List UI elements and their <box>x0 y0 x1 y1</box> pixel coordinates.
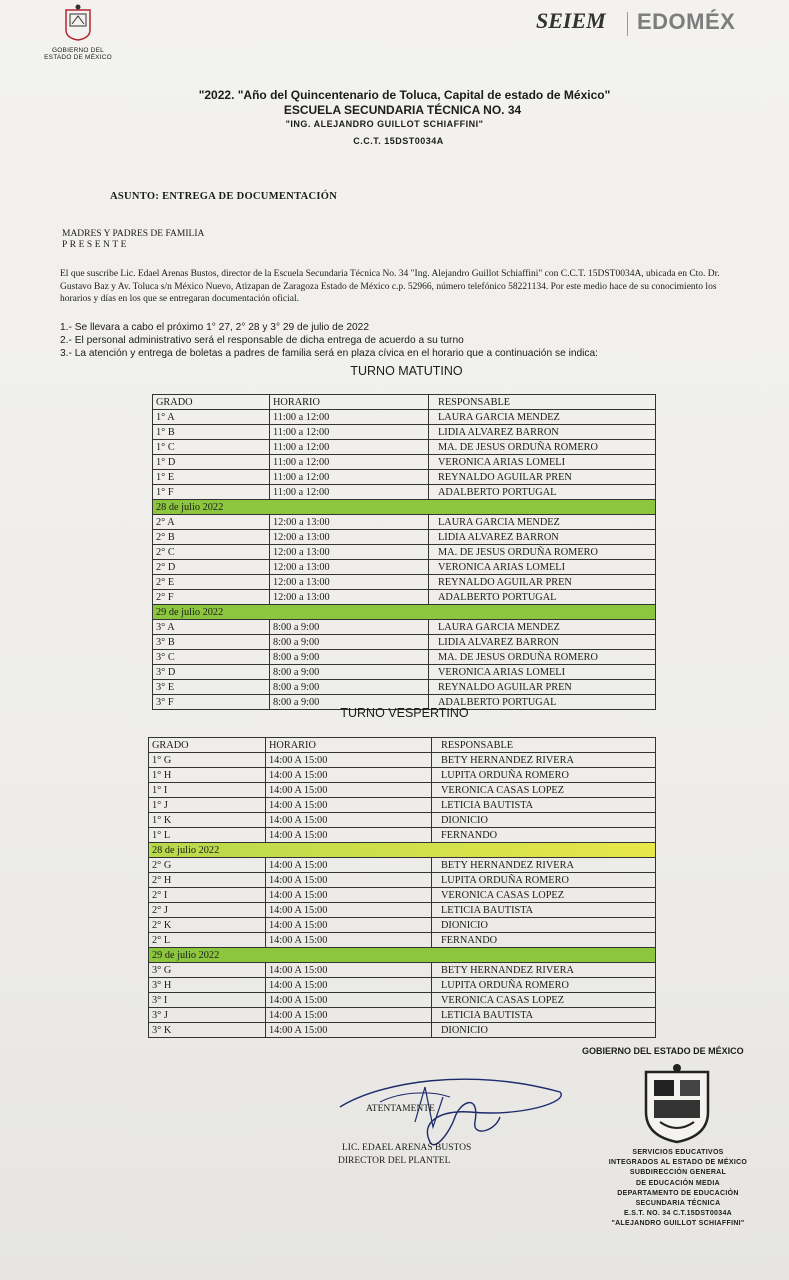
turno-matutino-table <box>152 394 656 710</box>
horario-cell: 11:00 a 12:00 <box>270 455 429 470</box>
table-row <box>153 455 656 470</box>
director-name: LIC. EDAEL ARENAS BUSTOS <box>342 1143 472 1153</box>
destinatario-line: MADRES Y PADRES DE FAMILIA <box>62 229 205 239</box>
official-stamp-text <box>578 1148 778 1230</box>
horario-cell: 11:00 a 12:00 <box>270 425 429 440</box>
column-header: RESPONSABLE <box>432 738 656 753</box>
horario-cell: 14:00 A 15:00 <box>266 813 432 828</box>
table-row <box>153 515 656 530</box>
responsable-cell: LIDIA ALVAREZ BARRON <box>429 635 656 650</box>
grado-cell: 2° J <box>149 903 266 918</box>
logo-divider <box>627 12 628 36</box>
responsable-cell: LETICIA BAUTISTA <box>432 903 656 918</box>
letterhead-school-honoree: "ING. ALEJANDRO GUILLOT SCHIAFFINI" <box>285 119 484 129</box>
horario-cell: 14:00 A 15:00 <box>266 918 432 933</box>
grado-cell: 3° D <box>153 665 270 680</box>
responsable-cell: REYNALDO AGUILAR PREN <box>429 575 656 590</box>
grado-cell: 3° F <box>153 695 270 710</box>
responsable-cell: VERONICA ARIAS LOMELI <box>429 665 656 680</box>
grado-cell: 3° K <box>149 1023 266 1038</box>
stamp-line: SERVICIOS EDUCATIVOS <box>632 1149 724 1156</box>
intro-paragraph: El que suscribe Lic. Edael Arenas Bustos, director de la Escuela Secundaria Técnica No. 34 "Ing. Alejandro Guillot Schiaffini" con C.C.T. 15DST0034A, ubicada en Cto. Dr. Gustavo Baz y Av. Toluca s/n México Nuevo, Atizapan de Zaragoza Estado de México c.p. 52966, número telefónico 58221134. Por este medio hace de su conocimiento los horarios y días en los que se entregaran documentación oficial. <box>60 269 720 304</box>
date-label: 28 de julio 2022 <box>153 500 656 515</box>
grado-cell: 2° B <box>153 530 270 545</box>
horario-cell: 14:00 A 15:00 <box>266 1008 432 1023</box>
grado-cell: 1° D <box>153 455 270 470</box>
grado-cell: 2° L <box>149 933 266 948</box>
responsable-cell: LUPITA ORDUÑA ROMERO <box>432 978 656 993</box>
table-row <box>149 1023 656 1038</box>
horario-cell: 11:00 a 12:00 <box>270 485 429 500</box>
table-row <box>153 410 656 425</box>
responsable-cell: ADALBERTO PORTUGAL <box>429 485 656 500</box>
table-row <box>153 665 656 680</box>
responsable-cell: ADALBERTO PORTUGAL <box>429 590 656 605</box>
table-row <box>153 680 656 695</box>
date-label: 29 de julio 2022 <box>153 605 656 620</box>
date-separator-row <box>149 948 656 963</box>
horario-cell: 8:00 a 9:00 <box>270 620 429 635</box>
responsable-cell: LUPITA ORDUÑA ROMERO <box>432 873 656 888</box>
horario-cell: 12:00 a 13:00 <box>270 590 429 605</box>
responsable-cell: BETY HERNANDEZ RIVERA <box>432 753 656 768</box>
horario-cell: 12:00 a 13:00 <box>270 575 429 590</box>
stamp-line: SUBDIRECCIÓN GENERAL <box>629 1169 727 1177</box>
letterhead-school-name: ESCUELA SECUNDARIA TÉCNICA NO. 34 <box>283 103 522 117</box>
table-row <box>149 978 656 993</box>
responsable-cell: REYNALDO AGUILAR PREN <box>429 470 656 485</box>
responsable-cell: VERONICA CASAS LOPEZ <box>432 888 656 903</box>
horario-cell: 14:00 A 15:00 <box>266 963 432 978</box>
table-row <box>149 858 656 873</box>
date-separator-row <box>153 500 656 515</box>
horario-cell: 14:00 A 15:00 <box>266 1023 432 1038</box>
table-header-row <box>149 738 656 753</box>
responsable-cell: LAURA GARCIA MENDEZ <box>429 410 656 425</box>
table-row <box>153 530 656 545</box>
table-row <box>153 440 656 455</box>
responsable-cell: MA. DE JESUS ORDUÑA ROMERO <box>429 440 656 455</box>
table-row <box>149 798 656 813</box>
grado-cell: 1° L <box>149 828 266 843</box>
horario-cell: 14:00 A 15:00 <box>266 828 432 843</box>
responsable-cell: MA. DE JESUS ORDUÑA ROMERO <box>429 545 656 560</box>
table-row <box>149 828 656 843</box>
gobierno-caption-1: GOBIERNO DEL <box>52 47 104 54</box>
table-row <box>153 650 656 665</box>
turno-matutino-title: TURNO MATUTINO <box>350 364 463 378</box>
date-label: 29 de julio 2022 <box>149 948 656 963</box>
table-row <box>149 753 656 768</box>
responsable-cell: LAURA GARCIA MENDEZ <box>429 515 656 530</box>
date-label: 28 de julio 2022 <box>149 843 656 858</box>
list-item: 1.- Se llevara a cabo el próximo 1° 27, 2° 28 y 3° 29 de julio de 2022 <box>60 322 369 333</box>
responsable-cell: LIDIA ALVAREZ BARRON <box>429 530 656 545</box>
horario-cell: 14:00 A 15:00 <box>266 993 432 1008</box>
turno-vespertino-title: TURNO VESPERTINO <box>340 706 469 720</box>
table-row <box>149 783 656 798</box>
table-row <box>149 963 656 978</box>
responsable-cell: VERONICA CASAS LOPEZ <box>432 993 656 1008</box>
responsable-cell: VERONICA ARIAS LOMELI <box>429 455 656 470</box>
asunto-line: ASUNTO: ENTREGA DE DOCUMENTACIÓN <box>110 191 338 202</box>
stamp-line: INTEGRADOS AL ESTADO DE MÉXICO <box>608 1159 748 1167</box>
turno-vespertino-table <box>148 737 656 1038</box>
table-row <box>149 993 656 1008</box>
column-header: GRADO <box>153 395 270 410</box>
grado-cell: 1° E <box>153 470 270 485</box>
table-row <box>153 560 656 575</box>
responsable-cell: MA. DE JESUS ORDUÑA ROMERO <box>429 650 656 665</box>
horario-cell: 14:00 A 15:00 <box>266 978 432 993</box>
table-row <box>153 635 656 650</box>
responsable-cell: ADALBERTO PORTUGAL <box>429 695 656 710</box>
table-row <box>153 590 656 605</box>
horario-cell: 11:00 a 12:00 <box>270 410 429 425</box>
horario-cell: 14:00 A 15:00 <box>266 858 432 873</box>
horario-cell: 14:00 A 15:00 <box>266 873 432 888</box>
table-row <box>149 888 656 903</box>
table-row <box>153 620 656 635</box>
grado-cell: 2° K <box>149 918 266 933</box>
table-row <box>149 918 656 933</box>
grado-cell: 1° J <box>149 798 266 813</box>
stamp-line: DEPARTAMENTO DE EDUCACIÓN <box>617 1189 739 1197</box>
atentamente-label: ATENTAMENTE <box>366 1104 435 1114</box>
grado-cell: 1° B <box>153 425 270 440</box>
seiem-logo: SEIEM <box>536 8 606 33</box>
grado-cell: 3° G <box>149 963 266 978</box>
responsable-cell: FERNANDO <box>432 933 656 948</box>
table-row <box>153 545 656 560</box>
column-header: HORARIO <box>270 395 429 410</box>
horario-cell: 11:00 a 12:00 <box>270 470 429 485</box>
horario-cell: 12:00 a 13:00 <box>270 560 429 575</box>
stamp-line: DE EDUCACIÓN MEDIA <box>636 1179 720 1187</box>
grado-cell: 1° A <box>153 410 270 425</box>
list-item: 2.- El personal administrativo será el responsable de dicha entrega de acuerdo a su turno <box>60 335 464 346</box>
column-header: RESPONSABLE <box>429 395 656 410</box>
list-item: 3.- La atención y entrega de boletas a padres de familia será en plaza cívica en el horario que a continuación se indica: <box>60 348 599 359</box>
grado-cell: 2° I <box>149 888 266 903</box>
stamp-line: "ALEJANDRO GUILLOT SCHIAFFINI" <box>611 1220 745 1228</box>
responsable-cell: LETICIA BAUTISTA <box>432 798 656 813</box>
date-separator-row <box>149 843 656 858</box>
letterhead-year-line: "2022. "Año del Quincentenario de Toluca, Capital de estado de México" <box>198 88 611 102</box>
table-row <box>153 470 656 485</box>
horario-cell: 8:00 a 9:00 <box>270 695 429 710</box>
grado-cell: 3° E <box>153 680 270 695</box>
responsable-cell: BETY HERNANDEZ RIVERA <box>432 858 656 873</box>
responsable-cell: FERNANDO <box>432 828 656 843</box>
grado-cell: 3° I <box>149 993 266 1008</box>
grado-cell: 2° G <box>149 858 266 873</box>
responsable-cell: VERONICA CASAS LOPEZ <box>432 783 656 798</box>
responsable-cell: DIONICIO <box>432 918 656 933</box>
grado-cell: 2° C <box>153 545 270 560</box>
table-row <box>149 873 656 888</box>
responsable-cell: LUPITA ORDUÑA ROMERO <box>432 768 656 783</box>
responsable-cell: REYNALDO AGUILAR PREN <box>429 680 656 695</box>
grado-cell: 3° A <box>153 620 270 635</box>
horario-cell: 12:00 a 13:00 <box>270 530 429 545</box>
table-row <box>149 903 656 918</box>
horario-cell: 8:00 a 9:00 <box>270 635 429 650</box>
grado-cell: 1° C <box>153 440 270 455</box>
grado-cell: 3° C <box>153 650 270 665</box>
responsable-cell: DIONICIO <box>432 1023 656 1038</box>
responsable-cell: LETICIA BAUTISTA <box>432 1008 656 1023</box>
table-row <box>149 768 656 783</box>
column-header: GRADO <box>149 738 266 753</box>
presente-line: PRESENTE <box>62 240 129 250</box>
stamp-line: E.S.T. NO. 34 C.T.15DST0034A <box>624 1210 732 1218</box>
grado-cell: 1° K <box>149 813 266 828</box>
stamp-line: SECUNDARIA TÉCNICA <box>635 1200 721 1208</box>
grado-cell: 3° H <box>149 978 266 993</box>
responsable-cell: BETY HERNANDEZ RIVERA <box>432 963 656 978</box>
horario-cell: 14:00 A 15:00 <box>266 783 432 798</box>
horario-cell: 8:00 a 9:00 <box>270 665 429 680</box>
horario-cell: 14:00 A 15:00 <box>266 798 432 813</box>
horario-cell: 12:00 a 13:00 <box>270 515 429 530</box>
responsable-cell: DIONICIO <box>432 813 656 828</box>
director-title: DIRECTOR DEL PLANTEL <box>338 1156 451 1166</box>
horario-cell: 12:00 a 13:00 <box>270 545 429 560</box>
horario-cell: 14:00 A 15:00 <box>266 933 432 948</box>
grado-cell: 1° G <box>149 753 266 768</box>
grado-cell: 2° F <box>153 590 270 605</box>
responsable-cell: LAURA GARCIA MENDEZ <box>429 620 656 635</box>
gobierno-caption-2: ESTADO DE MÉXICO <box>44 54 112 61</box>
responsable-cell: LIDIA ALVAREZ BARRON <box>429 425 656 440</box>
letterhead-cct: C.C.T. 15DST0034A <box>353 136 444 146</box>
grado-cell: 3° B <box>153 635 270 650</box>
gobierno-logo <box>28 4 128 61</box>
table-row <box>149 1008 656 1023</box>
table-row <box>149 933 656 948</box>
table-header-row <box>153 395 656 410</box>
table-row <box>153 485 656 500</box>
stamp-gobierno-label: GOBIERNO DEL ESTADO DE MÉXICO <box>582 1046 744 1056</box>
horario-cell: 14:00 A 15:00 <box>266 753 432 768</box>
grado-cell: 2° A <box>153 515 270 530</box>
date-separator-row <box>153 605 656 620</box>
horario-cell: 14:00 A 15:00 <box>266 888 432 903</box>
table-row <box>153 575 656 590</box>
horario-cell: 14:00 A 15:00 <box>266 768 432 783</box>
grado-cell: 1° F <box>153 485 270 500</box>
horario-cell: 8:00 a 9:00 <box>270 650 429 665</box>
column-header: HORARIO <box>266 738 432 753</box>
table-row <box>149 813 656 828</box>
escudo-estado-icon <box>636 1064 718 1146</box>
estado-de-mexico-seal-icon <box>62 4 94 42</box>
horario-cell: 14:00 A 15:00 <box>266 903 432 918</box>
grado-cell: 1° I <box>149 783 266 798</box>
grado-cell: 2° E <box>153 575 270 590</box>
grado-cell: 2° H <box>149 873 266 888</box>
horario-cell: 8:00 a 9:00 <box>270 680 429 695</box>
grado-cell: 2° D <box>153 560 270 575</box>
horario-cell: 11:00 a 12:00 <box>270 440 429 455</box>
edomex-logo <box>637 9 735 35</box>
grado-cell: 1° H <box>149 768 266 783</box>
responsable-cell: VERONICA ARIAS LOMELI <box>429 560 656 575</box>
grado-cell: 3° J <box>149 1008 266 1023</box>
table-row <box>153 425 656 440</box>
edomex-logo-text: EDOMÉX <box>637 9 736 34</box>
